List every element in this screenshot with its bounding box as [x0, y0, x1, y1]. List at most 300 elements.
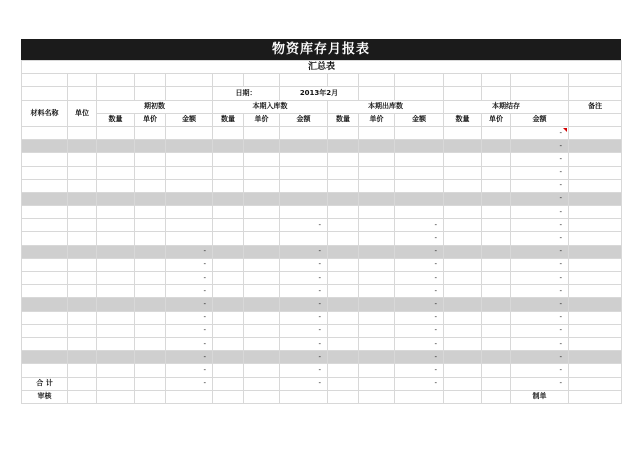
cell-out-qty[interactable] [328, 324, 359, 337]
cell-material-name[interactable] [22, 337, 68, 350]
cell-opening-amount[interactable]: - [166, 245, 213, 258]
table-cell[interactable] [97, 377, 135, 390]
cell-unit[interactable] [68, 166, 97, 179]
cell-remark[interactable] [569, 298, 622, 311]
cell-unit[interactable] [68, 126, 97, 139]
table-cell[interactable] [482, 377, 511, 390]
cell-opening-qty[interactable] [97, 166, 135, 179]
table-cell[interactable] [569, 377, 622, 390]
cell-remark[interactable] [569, 140, 622, 153]
cell-close-qty[interactable] [444, 232, 482, 245]
cell-in-qty[interactable] [213, 258, 244, 271]
cell-close-amount[interactable]: - [511, 324, 569, 337]
cell-remark[interactable] [569, 232, 622, 245]
table-cell[interactable] [359, 377, 395, 390]
cell-opening-qty[interactable] [97, 285, 135, 298]
cell-opening-amount[interactable] [166, 206, 213, 219]
cell-in-qty[interactable] [213, 324, 244, 337]
cell-close-qty[interactable] [444, 126, 482, 139]
cell-in-qty[interactable] [213, 153, 244, 166]
cell-out-amount[interactable] [395, 192, 444, 205]
cell-in-qty[interactable] [213, 245, 244, 258]
cell-in-qty[interactable] [213, 179, 244, 192]
cell-close-price[interactable] [482, 298, 511, 311]
cell-in-price[interactable] [244, 192, 280, 205]
cell-material-name[interactable] [22, 364, 68, 377]
cell-out-amount[interactable]: - [395, 272, 444, 285]
cell-opening-qty[interactable] [97, 219, 135, 232]
cell-close-amount[interactable]: - [511, 192, 569, 205]
cell-opening-price[interactable] [135, 272, 166, 285]
cell-close-qty[interactable] [444, 351, 482, 364]
cell-in-qty[interactable] [213, 166, 244, 179]
cell-out-amount[interactable]: - [395, 311, 444, 324]
cell-close-qty[interactable] [444, 179, 482, 192]
cell-out-price[interactable] [359, 206, 395, 219]
cell-close-amount[interactable]: - [511, 298, 569, 311]
cell-opening-amount[interactable]: - [166, 298, 213, 311]
cell-in-price[interactable] [244, 126, 280, 139]
cell-in-amount[interactable] [280, 192, 328, 205]
cell-close-qty[interactable] [444, 311, 482, 324]
cell-in-qty[interactable] [213, 192, 244, 205]
cell-out-qty[interactable] [328, 126, 359, 139]
cell-opening-price[interactable] [135, 206, 166, 219]
cell-in-qty[interactable] [213, 219, 244, 232]
table-cell[interactable] [444, 377, 482, 390]
cell-opening-price[interactable] [135, 364, 166, 377]
cell-close-price[interactable] [482, 179, 511, 192]
cell-in-amount[interactable] [280, 166, 328, 179]
cell-opening-qty[interactable] [97, 232, 135, 245]
cell-out-price[interactable] [359, 337, 395, 350]
cell-in-price[interactable] [244, 324, 280, 337]
cell-opening-qty[interactable] [97, 140, 135, 153]
cell-remark[interactable] [569, 324, 622, 337]
cell-opening-price[interactable] [135, 140, 166, 153]
cell-in-amount[interactable] [280, 126, 328, 139]
cell-out-qty[interactable] [328, 285, 359, 298]
cell-in-price[interactable] [244, 219, 280, 232]
cell-opening-qty[interactable] [97, 364, 135, 377]
cell-in-price[interactable] [244, 166, 280, 179]
cell-out-price[interactable] [359, 258, 395, 271]
cell-out-price[interactable] [359, 245, 395, 258]
cell-opening-amount[interactable]: - [166, 311, 213, 324]
cell-in-qty[interactable] [213, 140, 244, 153]
cell-opening-amount[interactable]: - [166, 285, 213, 298]
cell-remark[interactable] [569, 258, 622, 271]
cell-out-price[interactable] [359, 179, 395, 192]
cell-in-price[interactable] [244, 140, 280, 153]
cell-opening-amount[interactable]: - [166, 351, 213, 364]
cell-out-price[interactable] [359, 285, 395, 298]
cell-remark[interactable] [569, 192, 622, 205]
cell-opening-amount[interactable]: - [166, 324, 213, 337]
cell-out-price[interactable] [359, 298, 395, 311]
table-cell[interactable] [213, 377, 244, 390]
cell-close-price[interactable] [482, 337, 511, 350]
cell-opening-amount[interactable]: - [166, 337, 213, 350]
cell-remark[interactable] [569, 351, 622, 364]
cell-unit[interactable] [68, 206, 97, 219]
cell-opening-qty[interactable] [97, 206, 135, 219]
cell-out-qty[interactable] [328, 364, 359, 377]
cell-in-qty[interactable] [213, 126, 244, 139]
table-row [22, 324, 622, 337]
cell-material-name[interactable] [22, 166, 68, 179]
cell-in-amount[interactable] [280, 140, 328, 153]
cell-out-amount[interactable]: - [395, 258, 444, 271]
cell-material-name[interactable] [22, 272, 68, 285]
cell-out-amount[interactable] [395, 206, 444, 219]
cell-out-amount[interactable] [395, 166, 444, 179]
cell-in-amount[interactable]: - [280, 311, 328, 324]
cell-remark[interactable] [569, 311, 622, 324]
cell-out-amount[interactable]: - [395, 364, 444, 377]
cell-opening-price[interactable] [135, 219, 166, 232]
cell-in-price[interactable] [244, 351, 280, 364]
cell-in-amount[interactable] [280, 232, 328, 245]
cell-close-qty[interactable] [444, 258, 482, 271]
table-cell[interactable] [68, 377, 97, 390]
cell-in-qty[interactable] [213, 311, 244, 324]
cell-close-amount[interactable]: - [511, 206, 569, 219]
cell-opening-amount[interactable] [166, 192, 213, 205]
cell-out-price[interactable] [359, 364, 395, 377]
cell-close-price[interactable] [482, 324, 511, 337]
cell-out-qty[interactable] [328, 206, 359, 219]
cell-out-price[interactable] [359, 311, 395, 324]
cell-close-qty[interactable] [444, 192, 482, 205]
cell-in-qty[interactable] [213, 298, 244, 311]
cell-out-price[interactable] [359, 140, 395, 153]
cell-close-amount[interactable]: - [511, 272, 569, 285]
table-cell[interactable] [244, 377, 280, 390]
cell-opening-qty[interactable] [97, 298, 135, 311]
cell-opening-qty[interactable] [97, 153, 135, 166]
cell-in-amount[interactable]: - [280, 245, 328, 258]
cell-close-amount[interactable]: - [511, 364, 569, 377]
cell-opening-price[interactable] [135, 311, 166, 324]
cell-material-name[interactable] [22, 192, 68, 205]
cell-close-price[interactable] [482, 232, 511, 245]
cell-unit[interactable] [68, 337, 97, 350]
cell-close-price[interactable] [482, 285, 511, 298]
cell-in-amount[interactable]: - [280, 298, 328, 311]
cell-opening-price[interactable] [135, 153, 166, 166]
cell-close-qty[interactable] [444, 206, 482, 219]
cell-out-price[interactable] [359, 219, 395, 232]
cell-opening-qty[interactable] [97, 245, 135, 258]
cell-in-amount[interactable]: - [280, 285, 328, 298]
cell-remark[interactable] [569, 364, 622, 377]
cell-out-qty[interactable] [328, 153, 359, 166]
cell-material-name[interactable] [22, 298, 68, 311]
cell-out-qty[interactable] [328, 272, 359, 285]
cell-close-qty[interactable] [444, 140, 482, 153]
cell-unit[interactable] [68, 298, 97, 311]
cell-in-amount[interactable]: - [280, 351, 328, 364]
cell-material-name[interactable] [22, 140, 68, 153]
cell-out-amount[interactable]: - [395, 219, 444, 232]
cell-close-price[interactable] [482, 245, 511, 258]
cell-close-price[interactable] [482, 166, 511, 179]
table-cell[interactable] [328, 377, 359, 390]
cell-opening-qty[interactable] [97, 324, 135, 337]
cell-close-amount[interactable]: - [511, 245, 569, 258]
maker-signature-cell[interactable] [569, 390, 622, 403]
cell-in-amount[interactable] [280, 153, 328, 166]
cell-remark[interactable] [569, 285, 622, 298]
cell-close-price[interactable] [482, 192, 511, 205]
cell-close-amount[interactable]: - [511, 219, 569, 232]
cell-out-amount[interactable]: - [395, 298, 444, 311]
cell-material-name[interactable] [22, 245, 68, 258]
cell-opening-amount[interactable] [166, 232, 213, 245]
cell-out-price[interactable] [359, 272, 395, 285]
cell-out-price[interactable] [359, 166, 395, 179]
cell-remark[interactable] [569, 219, 622, 232]
cell-material-name[interactable] [22, 311, 68, 324]
cell-close-qty[interactable] [444, 337, 482, 350]
cell-opening-qty[interactable] [97, 258, 135, 271]
cell-close-qty[interactable] [444, 324, 482, 337]
cell-in-amount[interactable]: - [280, 337, 328, 350]
cell-in-amount[interactable] [280, 179, 328, 192]
cell-unit[interactable] [68, 140, 97, 153]
cell-opening-qty[interactable] [97, 272, 135, 285]
cell-close-amount[interactable]: - [511, 126, 569, 139]
cell-out-qty[interactable] [328, 232, 359, 245]
cell-out-amount[interactable]: - [395, 285, 444, 298]
cell-opening-amount[interactable] [166, 140, 213, 153]
cell-out-amount[interactable]: - [395, 337, 444, 350]
cell-out-price[interactable] [359, 192, 395, 205]
cell-in-price[interactable] [244, 311, 280, 324]
cell-out-amount[interactable]: - [395, 351, 444, 364]
cell-out-qty[interactable] [328, 245, 359, 258]
cell-material-name[interactable] [22, 351, 68, 364]
cell-out-qty[interactable] [328, 140, 359, 153]
cell-in-price[interactable] [244, 337, 280, 350]
cell-unit[interactable] [68, 153, 97, 166]
cell-close-amount[interactable]: - [511, 232, 569, 245]
cell-opening-price[interactable] [135, 192, 166, 205]
cell-opening-price[interactable] [135, 232, 166, 245]
cell-opening-qty[interactable] [97, 179, 135, 192]
cell-unit[interactable] [68, 285, 97, 298]
cell-in-qty[interactable] [213, 206, 244, 219]
cell-in-amount[interactable]: - [280, 219, 328, 232]
cell-opening-price[interactable] [135, 179, 166, 192]
cell-out-amount[interactable] [395, 179, 444, 192]
cell-unit[interactable] [68, 351, 97, 364]
cell-in-price[interactable] [244, 364, 280, 377]
cell-unit[interactable] [68, 364, 97, 377]
cell-close-qty[interactable] [444, 285, 482, 298]
cell-out-amount[interactable]: - [395, 324, 444, 337]
cell-close-price[interactable] [482, 258, 511, 271]
cell-unit[interactable] [68, 311, 97, 324]
cell-in-price[interactable] [244, 206, 280, 219]
cell-remark[interactable] [569, 272, 622, 285]
cell-close-price[interactable] [482, 272, 511, 285]
cell-in-qty[interactable] [213, 351, 244, 364]
cell-remark[interactable] [569, 206, 622, 219]
cell-opening-price[interactable] [135, 351, 166, 364]
cell-in-price[interactable] [244, 232, 280, 245]
cell-close-price[interactable] [482, 364, 511, 377]
cell-in-amount[interactable]: - [280, 364, 328, 377]
cell-out-qty[interactable] [328, 311, 359, 324]
header-unit: 单位 [68, 100, 97, 126]
cell-close-amount[interactable]: - [511, 166, 569, 179]
cell-close-amount[interactable]: - [511, 258, 569, 271]
cell-close-amount[interactable]: - [511, 179, 569, 192]
cell-material-name[interactable] [22, 232, 68, 245]
cell-out-qty[interactable] [328, 192, 359, 205]
cell-close-qty[interactable] [444, 153, 482, 166]
cell-out-amount[interactable]: - [395, 232, 444, 245]
cell-opening-amount[interactable] [166, 166, 213, 179]
cell-unit[interactable] [68, 272, 97, 285]
cell-unit[interactable] [68, 258, 97, 271]
table-cell [166, 390, 213, 403]
cell-opening-amount[interactable]: - [166, 258, 213, 271]
cell-opening-amount[interactable]: - [166, 364, 213, 377]
cell-opening-amount[interactable] [166, 179, 213, 192]
cell-out-amount[interactable] [395, 140, 444, 153]
cell-opening-qty[interactable] [97, 126, 135, 139]
cell-in-amount[interactable]: - [280, 324, 328, 337]
cell-remark[interactable] [569, 245, 622, 258]
cell-out-qty[interactable] [328, 298, 359, 311]
cell-in-amount[interactable] [280, 206, 328, 219]
cell-out-qty[interactable] [328, 166, 359, 179]
cell-in-qty[interactable] [213, 285, 244, 298]
cell-close-amount[interactable]: - [511, 311, 569, 324]
cell-opening-price[interactable] [135, 245, 166, 258]
cell-unit[interactable] [68, 232, 97, 245]
cell-opening-qty[interactable] [97, 192, 135, 205]
cell-close-amount[interactable]: - [511, 337, 569, 350]
cell-remark[interactable] [569, 126, 622, 139]
cell-in-qty[interactable] [213, 232, 244, 245]
cell-in-amount[interactable]: - [280, 272, 328, 285]
cell-out-qty[interactable] [328, 219, 359, 232]
cell-opening-amount[interactable] [166, 219, 213, 232]
cell-in-price[interactable] [244, 298, 280, 311]
cell-unit[interactable] [68, 324, 97, 337]
cell-out-amount[interactable] [395, 126, 444, 139]
cell-close-amount[interactable]: - [511, 140, 569, 153]
cell-in-price[interactable] [244, 153, 280, 166]
cell-in-price[interactable] [244, 258, 280, 271]
cell-close-price[interactable] [482, 219, 511, 232]
cell-close-price[interactable] [482, 206, 511, 219]
cell-opening-amount[interactable] [166, 126, 213, 139]
cell-close-amount[interactable]: - [511, 285, 569, 298]
cell-out-qty[interactable] [328, 337, 359, 350]
cell-in-price[interactable] [244, 245, 280, 258]
cell-opening-price[interactable] [135, 285, 166, 298]
cell-opening-price[interactable] [135, 324, 166, 337]
cell-opening-amount[interactable]: - [166, 272, 213, 285]
cell-unit[interactable] [68, 219, 97, 232]
cell-material-name[interactable] [22, 219, 68, 232]
table-cell[interactable] [135, 377, 166, 390]
cell-close-price[interactable] [482, 351, 511, 364]
cell-unit[interactable] [68, 192, 97, 205]
cell-out-qty[interactable] [328, 258, 359, 271]
cell-in-price[interactable] [244, 272, 280, 285]
cell-close-qty[interactable] [444, 272, 482, 285]
cell-remark[interactable] [569, 179, 622, 192]
cell-opening-amount[interactable] [166, 153, 213, 166]
cell-material-name[interactable] [22, 285, 68, 298]
cell-opening-price[interactable] [135, 126, 166, 139]
cell-out-price[interactable] [359, 153, 395, 166]
cell-unit[interactable] [68, 245, 97, 258]
cell-out-price[interactable] [359, 232, 395, 245]
cell-in-amount[interactable]: - [280, 258, 328, 271]
cell-in-qty[interactable] [213, 272, 244, 285]
cell-in-price[interactable] [244, 285, 280, 298]
cell-opening-price[interactable] [135, 337, 166, 350]
cell-remark[interactable] [569, 166, 622, 179]
cell-close-price[interactable] [482, 126, 511, 139]
cell-remark[interactable] [569, 153, 622, 166]
cell-out-price[interactable] [359, 351, 395, 364]
cell-close-price[interactable] [482, 311, 511, 324]
cell-close-price[interactable] [482, 153, 511, 166]
cell-out-amount[interactable]: - [395, 245, 444, 258]
cell-in-qty[interactable] [213, 364, 244, 377]
cell-unit[interactable] [68, 179, 97, 192]
cell-material-name[interactable] [22, 206, 68, 219]
cell-opening-price[interactable] [135, 298, 166, 311]
cell-close-amount[interactable]: - [511, 153, 569, 166]
cell-opening-price[interactable] [135, 258, 166, 271]
cell-material-name[interactable] [22, 324, 68, 337]
cell-out-price[interactable] [359, 324, 395, 337]
cell-opening-qty[interactable] [97, 311, 135, 324]
cell-in-price[interactable] [244, 179, 280, 192]
cell-close-qty[interactable] [444, 219, 482, 232]
cell-material-name[interactable] [22, 126, 68, 139]
cell-out-amount[interactable] [395, 153, 444, 166]
cell-opening-qty[interactable] [97, 337, 135, 350]
cell-out-qty[interactable] [328, 351, 359, 364]
cell-close-price[interactable] [482, 140, 511, 153]
cell-out-qty[interactable] [328, 179, 359, 192]
cell-material-name[interactable] [22, 179, 68, 192]
cell-opening-qty[interactable] [97, 351, 135, 364]
cell-close-qty[interactable] [444, 298, 482, 311]
cell-close-qty[interactable] [444, 245, 482, 258]
cell-close-qty[interactable] [444, 166, 482, 179]
table-row [22, 258, 622, 271]
cell-close-amount[interactable]: - [511, 351, 569, 364]
cell-opening-price[interactable] [135, 166, 166, 179]
cell-material-name[interactable] [22, 153, 68, 166]
cell-in-qty[interactable] [213, 337, 244, 350]
cell-remark[interactable] [569, 337, 622, 350]
cell-out-price[interactable] [359, 126, 395, 139]
cell-material-name[interactable] [22, 258, 68, 271]
cell-close-qty[interactable] [444, 364, 482, 377]
